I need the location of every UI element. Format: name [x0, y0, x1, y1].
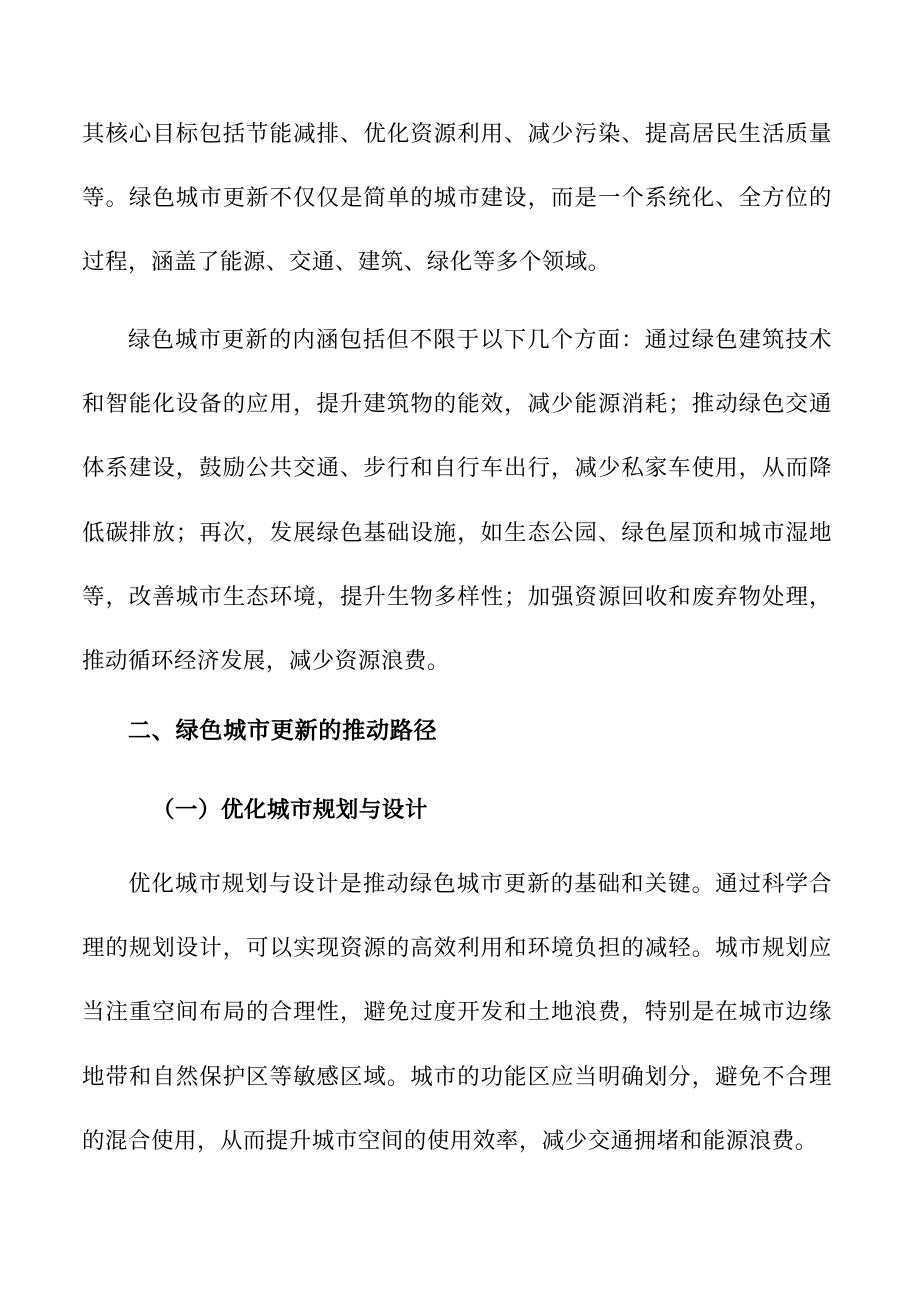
subsection-heading: （一）优化城市规划与设计: [152, 797, 428, 823]
section-heading: 二、绿色城市更新的推动路径: [128, 718, 438, 744]
paragraph-connotation: 绿色城市更新的内涵包括但不限于以下几个方面：通过绿色建筑技术和智能化设备的应用，提升建筑物的能效，减少能源消耗；推动绿色交通体系建设，鼓励公共交通、步行和自行车出行，减少私家车使用，从而降低碳排放；再次，发展绿色基础设施，如生态公园、绿色屋顶和城市湿地等，改善城市生态环境，提升生物多样性；加强资源回收和废弃物处理，推动循环经济发展，减少资源浪费。: [82, 327, 832, 675]
paragraph-planning: 优化城市规划与设计是推动绿色城市更新的基础和关键。通过科学合理的规划设计，可以实现资源的高效利用和环境负担的减轻。城市规划应当注重空间布局的合理性，避免过度开发和土地浪费，特别是在城市边缘地带和自然保护区等敏感区域。城市的功能区应当明确划分，避免不合理的混合使用，从而提升城市空间的使用效率，减少交通拥堵和能源浪费。: [82, 871, 832, 1154]
paragraph-continuation: 其核心目标包括节能减排、优化资源利用、减少污染、提高居民生活质量等。绿色城市更新不仅仅是简单的城市建设，而是一个系统化、全方位的过程，涵盖了能源、交通、建筑、绿化等多个领域。: [82, 121, 832, 276]
